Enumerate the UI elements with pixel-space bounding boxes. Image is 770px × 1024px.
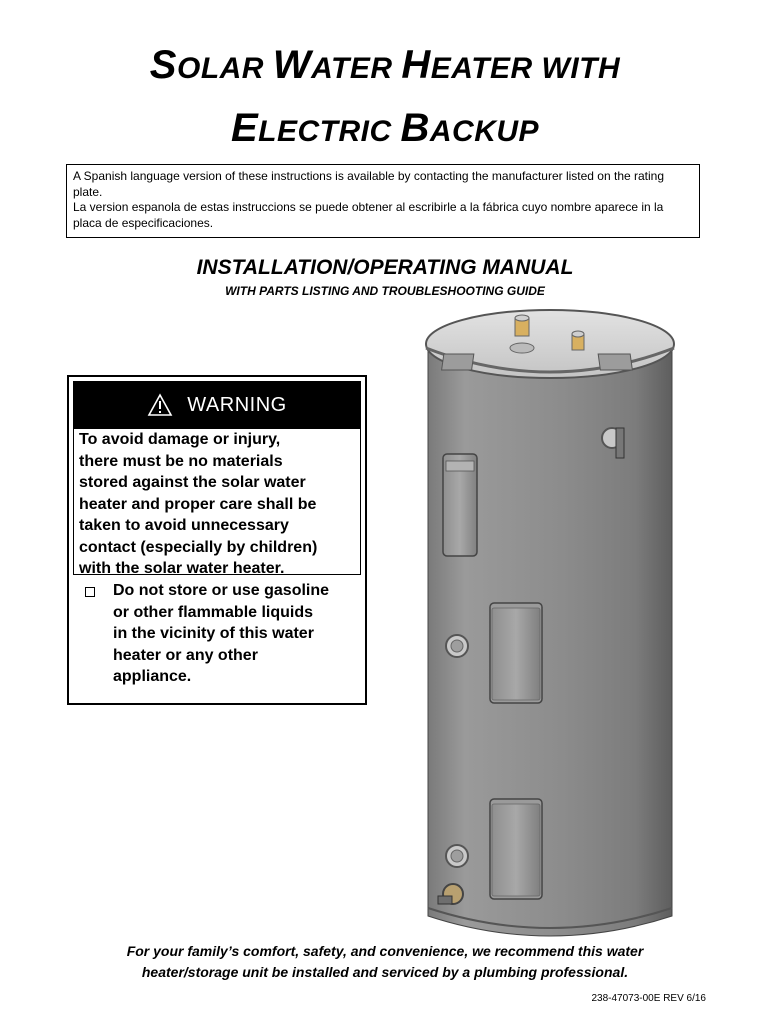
warning-bullet-line: heater or any other <box>113 646 258 664</box>
footer-line: heater/storage unit be installed and serviced by a plumbing professional. <box>141 964 629 980</box>
title-word-rest: LECTRIC <box>258 115 401 148</box>
warning-label: WARNING <box>187 393 287 416</box>
notice-line: La version espanola de estas instruccions se puede obtener al escribirle a la fábrica cuyo nombre aparece in la <box>73 200 664 214</box>
notice-line: plate. <box>73 184 103 199</box>
warning-bullet-line: Do not store or use gasoline <box>113 582 330 599</box>
footer-recommendation <box>0 941 770 983</box>
warning-header <box>73 381 361 429</box>
title-word-cap: W <box>272 43 312 87</box>
warning-line: there must be no materials <box>79 452 283 470</box>
warning-line: stored against the solar water <box>79 474 306 491</box>
water-heater-illustration <box>400 296 700 946</box>
notice-line: placa de especificaciones. <box>73 215 214 230</box>
warning-bullet-line: or other flammable liquids <box>113 603 314 621</box>
warning-bullet-line: in the vicinity of this water <box>113 625 314 642</box>
title-word-cap: S <box>149 43 177 87</box>
manual-title: INSTALLATION/OPERATING MANUAL <box>196 256 574 279</box>
title-line-2 <box>0 101 770 164</box>
footer-line: For your family’s comfort, safety, and convenience, we recommend this water <box>126 943 644 959</box>
title-word-rest: OLAR <box>176 52 273 85</box>
warning-triangle-icon <box>147 393 173 417</box>
title-word-rest: EATER WITH <box>430 52 621 85</box>
title-word-rest: ACKUP <box>429 115 540 148</box>
warning-bullet-line: appliance. <box>113 668 192 685</box>
document-number: 238-47073-00E REV 6/16 <box>591 993 706 1004</box>
warning-line: To avoid damage or injury, <box>79 431 281 448</box>
warning-line: taken to avoid unnecessary <box>79 517 289 534</box>
warning-line: contact (especially by children) <box>79 538 318 556</box>
title-word-cap: H <box>401 43 431 87</box>
warning-bullet <box>79 580 361 688</box>
warning-text <box>79 429 363 580</box>
title-line-1 <box>0 38 770 101</box>
document-title <box>0 38 770 164</box>
warning-box <box>67 375 367 705</box>
notice-line: A Spanish language version of these instructions is available by contacting the manufacturer listed on the rating <box>73 169 665 183</box>
manual-subtitle: WITH PARTS LISTING AND TROUBLESHOOTING GUIDE <box>225 284 545 298</box>
checkbox-bullet-icon <box>85 587 95 597</box>
language-notice-box <box>66 164 700 238</box>
title-word-rest: ATER <box>311 52 402 85</box>
title-word-cap: E <box>230 106 259 150</box>
warning-line: with the solar water heater. <box>79 560 285 577</box>
warning-line: heater and proper care shall be <box>79 495 317 513</box>
warning-bullet-text <box>113 580 329 688</box>
title-word-cap: B <box>400 106 430 150</box>
